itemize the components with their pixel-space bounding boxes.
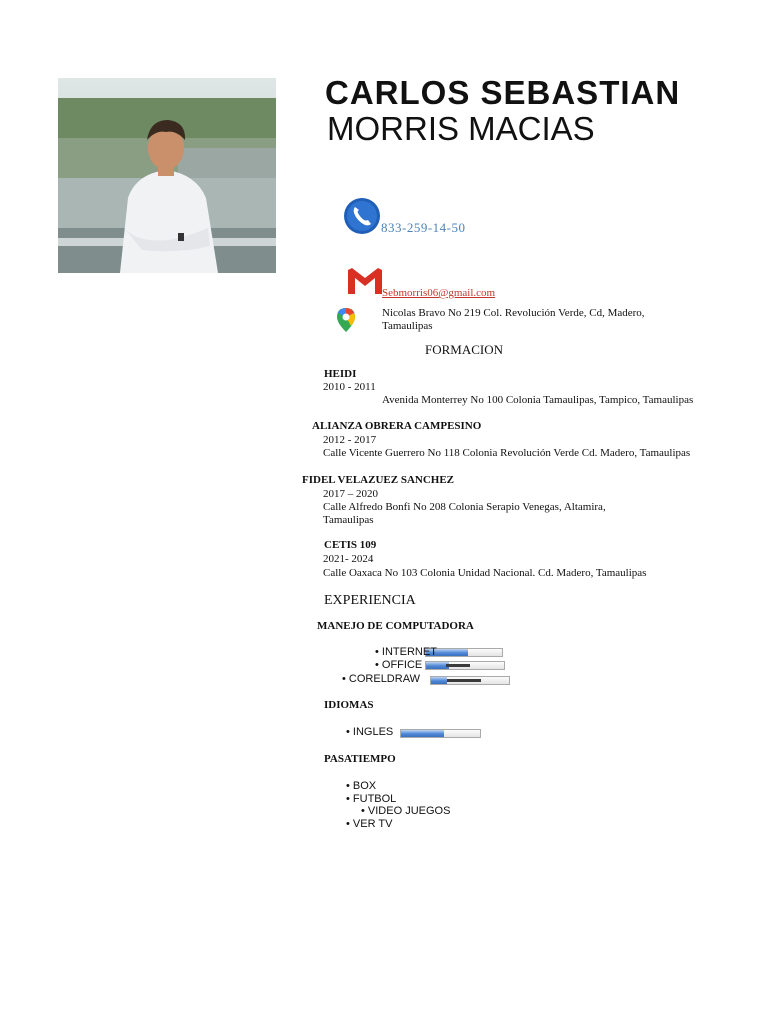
pasatiempo-heading: PASATIEMPO	[324, 753, 396, 765]
address	[382, 307, 682, 333]
map-pin-icon	[336, 307, 356, 333]
school-name: FIDEL VELAZUEZ SANCHEZ	[302, 474, 455, 486]
phone-icon	[343, 197, 381, 235]
language-label: • INGLES	[346, 726, 394, 738]
school-years: 2010 - 2011	[323, 381, 376, 393]
school-address-2: Tamaulipas	[323, 514, 374, 526]
address-line-1: Nicolas Bravo No 219 Col. Revolución Verde, Cd, Madero,	[382, 307, 645, 319]
gmail-icon	[345, 266, 385, 296]
school-name: CETIS 109	[324, 539, 377, 551]
school-years: 2017 – 2020	[323, 488, 378, 500]
phone-number[interactable]: 833-259-14-50	[381, 220, 466, 235]
experiencia-heading: EXPERIENCIA	[324, 593, 416, 608]
skill-bar-marker	[446, 664, 470, 667]
skill-label: • OFFICE	[375, 659, 423, 671]
hobby-item: • VIDEO JUEGOS	[361, 805, 451, 817]
skill-label: • INTERNET	[375, 646, 437, 658]
hobby-item: • BOX	[346, 780, 377, 792]
skill-bar-fill	[431, 677, 447, 684]
school-years: 2021- 2024	[323, 553, 374, 565]
school-address: Calle Vicente Guerrero No 118 Colonia Revolución Verde Cd. Madero, Tamaulipas	[323, 447, 691, 459]
language-bar-ingles	[400, 729, 481, 738]
skill-bar-coreldraw	[430, 676, 510, 685]
last-names: MORRIS MACIAS	[327, 110, 595, 147]
address-line-2: Tamaulipas	[382, 320, 433, 332]
email-link[interactable]: Sebmorris06@gmail.com	[382, 287, 496, 299]
school-address: Avenida Monterrey No 100 Colonia Tamaulipas, Tampico, Tamaulipas	[382, 394, 694, 406]
hobby-item: • VER TV	[346, 818, 393, 830]
idiomas-heading: IDIOMAS	[324, 699, 374, 711]
language-bar-fill	[401, 730, 444, 737]
skill-label: • CORELDRAW	[342, 673, 421, 685]
skill-bar-marker	[447, 679, 481, 682]
profile-photo	[58, 78, 276, 273]
school-address: Calle Alfredo Bonfi No 208 Colonia Serapio Venegas, Altamira,	[323, 501, 606, 513]
formacion-heading: FORMACION	[425, 342, 504, 357]
skill-bar-office	[425, 661, 505, 670]
computadora-heading: MANEJO DE COMPUTADORA	[317, 620, 474, 632]
hobby-item: • FUTBOL	[346, 793, 397, 805]
school-address: Calle Oaxaca No 103 Colonia Unidad Nacional. Cd. Madero, Tamaulipas	[323, 567, 647, 579]
first-names: CARLOS SEBASTIAN	[325, 74, 681, 111]
school-name: HEIDI	[324, 368, 357, 380]
school-years: 2012 - 2017	[323, 434, 377, 446]
school-name: ALIANZA OBRERA CAMPESINO	[312, 420, 482, 432]
